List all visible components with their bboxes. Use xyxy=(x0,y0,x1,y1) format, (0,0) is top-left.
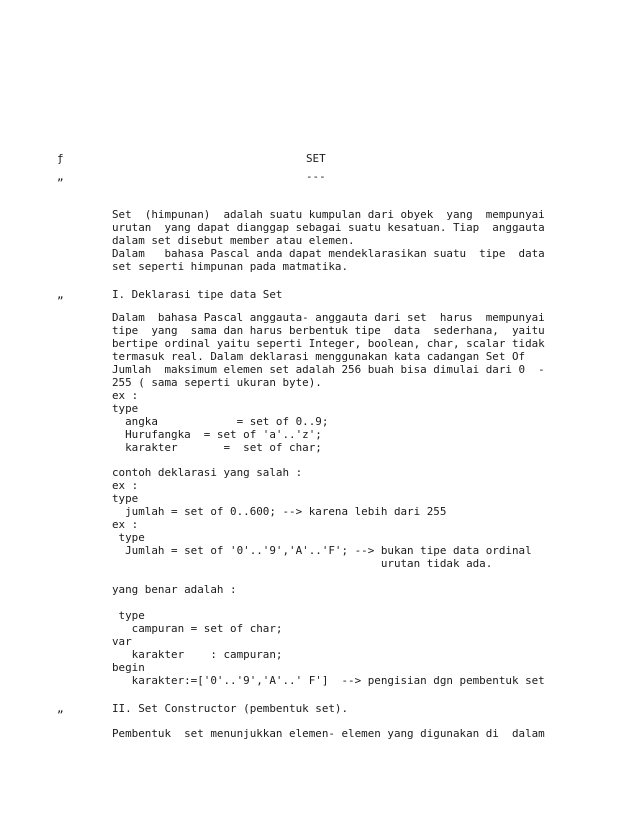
code-line: ex : xyxy=(112,518,139,531)
page-title: SET xyxy=(306,152,326,165)
text-line: set seperti himpunan pada matmatika. xyxy=(112,260,349,273)
section-heading: II. Set Constructor (pembentuk set). xyxy=(112,702,349,715)
text-line: Dalam bahasa Pascal anggauta- anggauta dari set harus mempunyai xyxy=(112,311,545,324)
text-line: tipe yang sama dan harus berbentuk tipe data sederhana, yaitu xyxy=(112,324,545,337)
code-line: jumlah = set of 0..600; --> karena lebih dari 255 xyxy=(112,505,447,518)
code-line: karakter:=['0'..'9','A'..' F'] --> pengisian dgn pembentuk set xyxy=(112,674,545,687)
text-line: yang benar adalah : xyxy=(112,583,237,596)
text-line: Set (himpunan) adalah suatu kumpulan dari obyek yang mempunyai xyxy=(112,208,545,221)
text-line: 255 ( sama seperti ukuran byte). xyxy=(112,376,322,389)
code-line: ex : xyxy=(112,389,139,402)
code-line: angka = set of 0..9; xyxy=(112,415,329,428)
text-line: contoh deklarasi yang salah : xyxy=(112,466,303,479)
code-line: Jumlah = set of '0'..'9','A'..'F'; --> bukan tipe data ordinal xyxy=(112,544,532,557)
code-line: ex : xyxy=(112,479,139,492)
code-line: karakter = set of char; xyxy=(112,441,322,454)
code-line: type xyxy=(112,492,139,505)
section-mark-1: „ xyxy=(57,288,64,301)
code-line: type xyxy=(112,402,139,415)
code-line: urutan tidak ada. xyxy=(112,557,493,570)
title-underline: --- xyxy=(306,170,326,183)
text-line: bertipe ordinal yaitu seperti Integer, boolean, char, scalar tidak xyxy=(112,337,545,350)
text-line: Dalam bahasa Pascal anda dapat mendeklarasikan suatu tipe data xyxy=(112,247,545,260)
code-line: type xyxy=(112,609,145,622)
code-line: type xyxy=(112,531,145,544)
text-line: urutan yang dapat dianggap sebagai suatu kesatuan. Tiap anggauta xyxy=(112,221,545,234)
code-line: var xyxy=(112,635,132,648)
text-line: dalam set disebut member atau elemen. xyxy=(112,234,355,247)
header-mark-2: „ xyxy=(57,170,64,183)
text-line: Pembentuk set menunjukkan elemen- elemen yang digunakan di dalam xyxy=(112,727,545,740)
code-line: campuran = set of char; xyxy=(112,622,283,635)
header-mark-1: ƒ xyxy=(57,152,64,165)
text-line: Jumlah maksimum elemen set adalah 256 buah bisa dimulai dari 0 - xyxy=(112,363,545,376)
code-line: begin xyxy=(112,661,145,674)
code-line: karakter : campuran; xyxy=(112,648,283,661)
section-mark-2: „ xyxy=(57,702,64,715)
section-heading: I. Deklarasi tipe data Set xyxy=(112,288,283,301)
code-line: Hurufangka = set of 'a'..'z'; xyxy=(112,428,322,441)
text-line: termasuk real. Dalam deklarasi menggunakan kata cadangan Set Of xyxy=(112,350,526,363)
